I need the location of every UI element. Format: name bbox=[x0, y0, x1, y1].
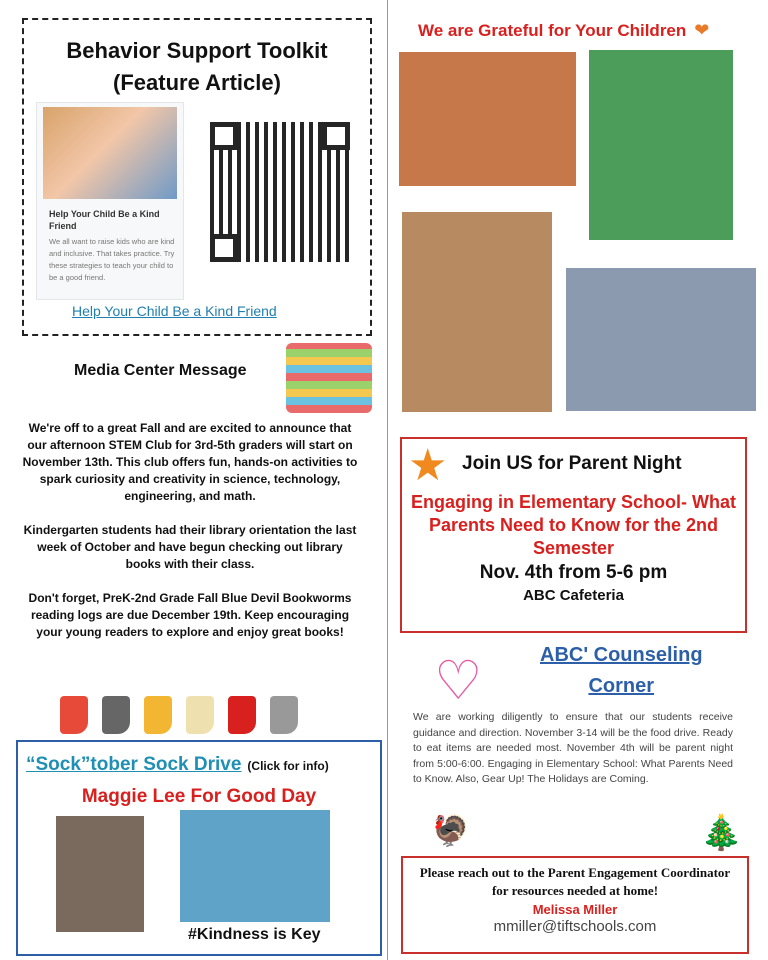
article-card[interactable] bbox=[36, 102, 184, 300]
qr-corner bbox=[210, 234, 238, 262]
socks-illustration bbox=[60, 696, 310, 736]
parent-night-location: ABC Cafeteria bbox=[523, 587, 624, 604]
qr-corner bbox=[322, 122, 350, 150]
counseling-body: We are working diligently to ensure that our students receive guidance and direction. November 3-14 will be the food drive. Ready to eat items are needed most. November 4th will be parent night from 5:00-6:00. Engaging in Elementary School: What Parents Need to Know. Also, Gear Up! The Holidays are Coming. bbox=[413, 711, 733, 785]
media-paragraph: We're off to a great Fall and are excited to announce that our afternoon STEM Club for 3rd-5th graders will start on November 13th. This club offers fun, hands-on activities to spark curiosity and creativity in science, technology, engineering, and math. bbox=[22, 421, 358, 503]
contact-content bbox=[403, 864, 747, 936]
kindness-hashtag: #Kindness is Key bbox=[188, 926, 321, 943]
star-icon: ★ bbox=[408, 441, 448, 490]
sock-drive-header bbox=[26, 754, 376, 776]
parent-night-content bbox=[402, 451, 745, 606]
media-center-title: Media Center Message bbox=[74, 362, 247, 379]
sock-drive-box[interactable] bbox=[16, 740, 382, 956]
toolkit-subtitle: (Feature Article) bbox=[113, 70, 281, 95]
media-paragraph: Don't forget, PreK-2nd Grade Fall Blue Devil Bookworms reading logs are due December 19th. Keep encouraging your young readers to explore and enjoy great books! bbox=[28, 591, 352, 639]
article-image bbox=[43, 107, 177, 199]
toolkit-title: Behavior Support Toolkit bbox=[66, 38, 328, 63]
heart-icon: ♡ bbox=[434, 651, 483, 711]
christmas-tree-icon: 🎄 bbox=[700, 814, 743, 852]
parent-night-event: Engaging in Elementary School- What Parents Need to Know for the 2nd Semester bbox=[410, 492, 737, 558]
media-paragraph: Kindergarten students had their library orientation the last week of October and have begun checking out library books with their class. bbox=[23, 523, 357, 571]
parent-night-title: Join US for Parent Night bbox=[462, 453, 682, 474]
counseling-title-line: Corner bbox=[588, 675, 655, 697]
books-illustration bbox=[286, 343, 372, 413]
children-photo bbox=[566, 268, 756, 411]
children-photo bbox=[589, 50, 733, 240]
column-divider bbox=[387, 0, 388, 960]
student-photo bbox=[56, 816, 144, 932]
media-center-body bbox=[18, 420, 362, 658]
grateful-title: We are Grateful for Your Children bbox=[418, 20, 687, 40]
qr-corner bbox=[210, 122, 238, 150]
children-photo bbox=[402, 212, 552, 412]
parent-night-box bbox=[400, 437, 747, 633]
contact-box bbox=[401, 856, 749, 954]
maggie-lee-subtitle: Maggie Lee For Good Day bbox=[81, 786, 317, 807]
contact-email[interactable]: mmiller@tiftschools.com bbox=[493, 918, 657, 935]
turkey-icon: 🦃 bbox=[432, 815, 470, 848]
contact-name: Melissa Miller bbox=[532, 902, 618, 917]
heart-icon: ❤ bbox=[694, 20, 710, 40]
article-heading: Help Your Child Be a Kind Friend bbox=[49, 209, 160, 231]
children-photo bbox=[399, 52, 576, 186]
contact-message: Please reach out to the Parent Engagement Coordinator for resources needed at home! bbox=[419, 865, 731, 898]
kind-friend-link[interactable]: Help Your Child Be a Kind Friend bbox=[72, 303, 277, 319]
sock-drive-title[interactable]: “Sock”tober Sock Drive bbox=[26, 754, 242, 775]
click-for-info[interactable]: (Click for info) bbox=[247, 759, 329, 773]
counseling-title-line: ABC' Counseling bbox=[540, 644, 703, 666]
qr-code[interactable] bbox=[210, 122, 350, 262]
parent-night-date: Nov. 4th from 5-6 pm bbox=[479, 562, 668, 583]
counseling-title bbox=[540, 640, 703, 702]
group-photo bbox=[180, 810, 330, 922]
article-summary: We all want to raise kids who are kind and inclusive. That takes practice. Try these strategies to teach your child to be a good friend. bbox=[49, 237, 175, 282]
grateful-header bbox=[418, 20, 709, 41]
